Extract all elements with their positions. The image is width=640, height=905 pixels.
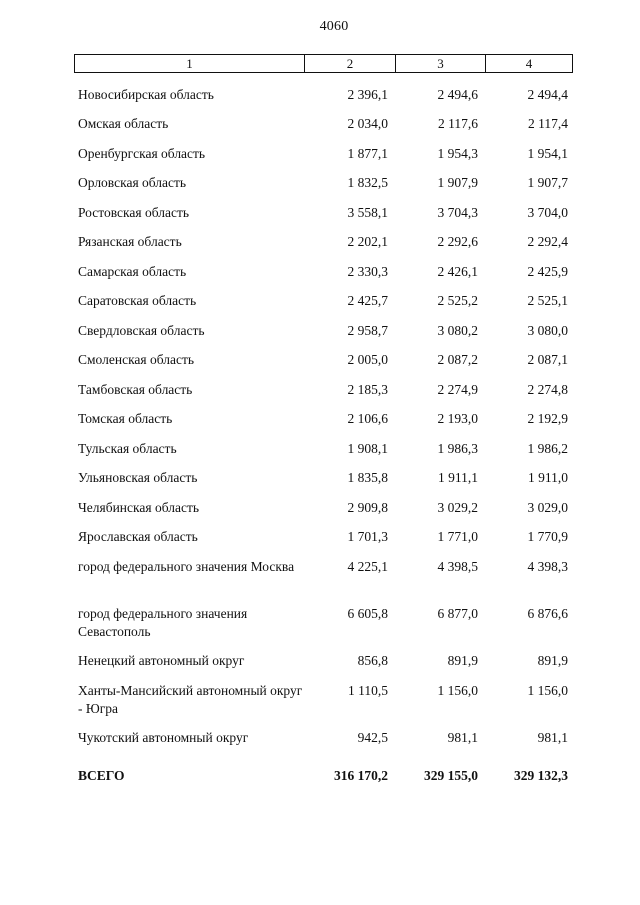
value-col-4: 3 080,0	[527, 323, 568, 338]
value-col-2: 2 106,6	[347, 411, 388, 426]
value-col-3: 1 156,0	[437, 683, 478, 698]
value-col-4: 1 907,7	[527, 175, 568, 190]
region-name: Ханты-Мансийский автономный округ - Югра	[78, 683, 303, 716]
value-col-4: 6 876,6	[527, 606, 568, 621]
region-name: Омская область	[78, 116, 169, 131]
column-header-1: 1	[186, 55, 193, 71]
value-col-3: 981,1	[447, 730, 478, 745]
value-col-4: 2 494,4	[527, 87, 568, 102]
value-col-3: 2 426,1	[437, 264, 478, 279]
value-col-2: 1 832,5	[347, 175, 388, 190]
region-name: Самарская область	[78, 264, 187, 279]
value-col-3: 6 877,0	[437, 606, 478, 621]
region-name: Свердловская область	[78, 323, 205, 338]
total-value-col-2: 316 170,2	[334, 768, 388, 783]
value-col-4: 2 192,9	[527, 411, 568, 426]
value-col-4: 2 425,9	[527, 264, 568, 279]
region-name: Тульская область	[78, 441, 177, 456]
value-col-4: 981,1	[537, 730, 568, 745]
value-col-2: 856,8	[357, 653, 388, 668]
region-name: Ростовская область	[78, 205, 189, 220]
value-col-4: 3 704,0	[527, 205, 568, 220]
value-col-4: 891,9	[537, 653, 568, 668]
value-col-3: 2 274,9	[437, 382, 478, 397]
value-col-2: 2 185,3	[347, 382, 388, 397]
value-col-3: 2 193,0	[437, 411, 478, 426]
value-col-3: 891,9	[447, 653, 478, 668]
value-col-4: 1 156,0	[527, 683, 568, 698]
region-name: город федерального значения Москва	[78, 559, 295, 574]
region-name: Челябинская область	[78, 500, 200, 515]
value-col-3: 3 029,2	[437, 500, 478, 515]
region-name: Ульяновская область	[78, 470, 198, 485]
region-name: Рязанская область	[78, 234, 182, 249]
value-col-4: 2 117,4	[528, 116, 568, 131]
column-header-4: 4	[485, 55, 572, 72]
value-col-2: 2 909,8	[347, 500, 388, 515]
value-col-2: 1 835,8	[347, 470, 388, 485]
value-col-2: 1 908,1	[347, 441, 388, 456]
value-col-3: 1 954,3	[437, 146, 478, 161]
value-col-3: 1 907,9	[437, 175, 478, 190]
value-col-3: 4 398,5	[437, 559, 478, 574]
region-name: Новосибирская область	[78, 87, 214, 102]
value-col-3: 2 292,6	[437, 234, 478, 249]
total-value-col-3: 329 155,0	[424, 768, 478, 783]
value-col-2: 942,5	[357, 730, 388, 745]
value-col-3: 2 087,2	[437, 352, 478, 367]
value-col-4: 4 398,3	[527, 559, 568, 574]
value-col-4: 1 986,2	[527, 441, 568, 456]
value-col-2: 4 225,1	[347, 559, 388, 574]
value-col-3: 1 771,0	[437, 529, 478, 544]
value-col-2: 2 958,7	[347, 323, 388, 338]
table-header	[74, 54, 573, 73]
region-name: Тамбовская область	[78, 382, 193, 397]
value-col-2: 2 005,0	[347, 352, 388, 367]
value-col-2: 2 396,1	[347, 87, 388, 102]
value-col-2: 1 701,3	[347, 529, 388, 544]
value-col-4: 2 525,1	[527, 293, 568, 308]
value-col-3: 1 911,1	[438, 470, 478, 485]
value-col-2: 1 877,1	[347, 146, 388, 161]
total-value-col-4: 329 132,3	[514, 768, 568, 783]
region-name: Томская область	[78, 411, 173, 426]
value-col-2: 2 330,3	[347, 264, 388, 279]
region-name: Ярославская область	[78, 529, 198, 544]
value-col-4: 1 911,0	[528, 470, 568, 485]
value-col-4: 2 274,8	[527, 382, 568, 397]
value-col-4: 3 029,0	[527, 500, 568, 515]
region-name: Смоленская область	[78, 352, 195, 367]
region-name: Ненецкий автономный округ	[78, 653, 245, 668]
value-col-3: 2 117,6	[438, 116, 478, 131]
region-name: Орловская область	[78, 175, 187, 190]
column-header-3: 3	[395, 55, 485, 72]
value-col-4: 2 292,4	[527, 234, 568, 249]
value-col-2: 3 558,1	[347, 205, 388, 220]
value-col-2: 2 034,0	[347, 116, 388, 131]
value-col-4: 1 770,9	[527, 529, 568, 544]
column-header-2: 2	[304, 55, 395, 72]
value-col-2: 6 605,8	[347, 606, 388, 621]
value-col-2: 1 110,5	[348, 683, 388, 698]
value-col-3: 1 986,3	[437, 441, 478, 456]
value-col-4: 2 087,1	[527, 352, 568, 367]
region-name: Чукотский автономный округ	[78, 730, 249, 745]
value-col-4: 1 954,1	[527, 146, 568, 161]
value-col-3: 3 080,2	[437, 323, 478, 338]
region-name: город федерального значения Севастополь	[78, 606, 248, 639]
value-col-3: 2 525,2	[437, 293, 478, 308]
region-name: Саратовская область	[78, 293, 197, 308]
value-col-2: 2 202,1	[347, 234, 388, 249]
value-col-3: 2 494,6	[437, 87, 478, 102]
region-name: Оренбургская область	[78, 146, 206, 161]
value-col-2: 2 425,7	[347, 293, 388, 308]
total-label: ВСЕГО	[78, 768, 125, 783]
page-number: 4060	[319, 19, 349, 34]
value-col-3: 3 704,3	[437, 205, 478, 220]
